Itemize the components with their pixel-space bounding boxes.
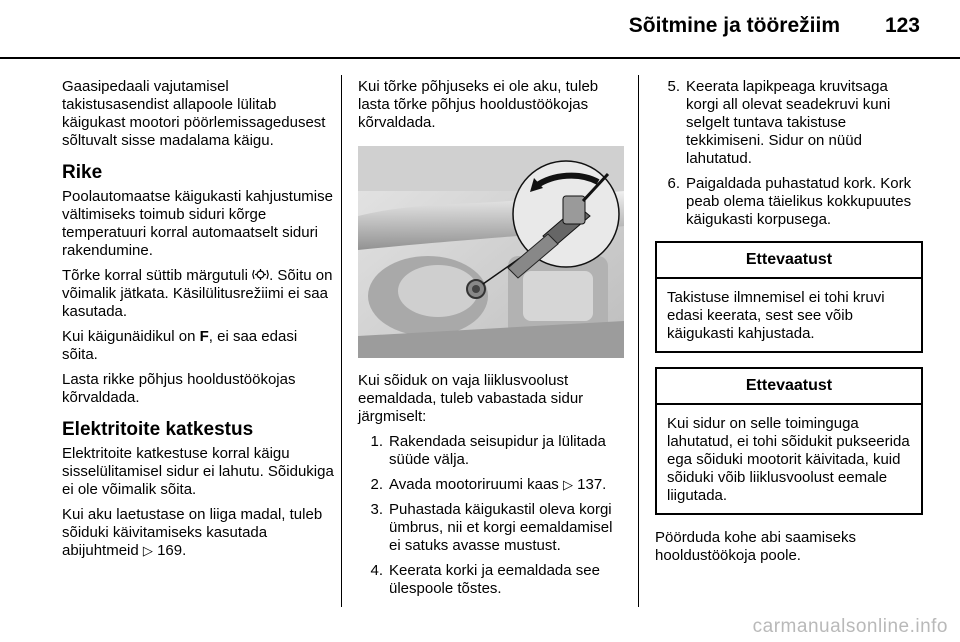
step-text-wrap: [389, 476, 606, 494]
fault-heading: Rike: [62, 162, 103, 183]
page-ref-link[interactable]: 169.: [157, 542, 187, 559]
page-ref-link[interactable]: 137.: [577, 476, 607, 493]
fault-paragraph-3: [62, 328, 337, 364]
list-item: [358, 562, 626, 598]
column2-intro: Kui tõrke põhjuseks ei ole aku, tuleb lasta tõrke põhjus hooldustöökojas kõrvaldada.: [358, 78, 599, 131]
power-paragraph-1: Elektritoite katkestuse korral käigu sisselülitamisel sidur ei lahutu. Sõidukiga ei ole võimalik sõita.: [62, 445, 334, 498]
list-item: [358, 501, 626, 555]
step-number: 1.: [370, 433, 383, 450]
warning-text: Kui sidur on selle toiminguga lahutatud, ei tohi sõidukit pukseerida ega sõiduki mootorit käivitada, kuid sõiduki võib liiklusvoolust eemale liigutada.: [667, 415, 910, 504]
column-1: [62, 78, 337, 567]
step-number: 4.: [370, 562, 383, 579]
intro-paragraph: Gaasipedaali vajutamisel takistusasendist allapoole lülitab käigukast mootori pöörlemissagedusest sõltuvalt sisse madalama käigu.: [62, 78, 326, 149]
column2-after-figure: Kui sõiduk on vaja liiklusvoolust eemaldada, tuleb vabastada sidur järgmiselt:: [358, 372, 584, 425]
fault-paragraph-1: Poolautomaatse käigukasti kahjustumise vältimiseks toimub siduri kõrge temperatuuri korral automaatselt siduri rakendumine.: [62, 188, 333, 259]
list-item: [655, 175, 923, 229]
header-rule: [0, 57, 960, 59]
column-2: [358, 78, 626, 605]
step-number: 2.: [370, 476, 383, 493]
step-text: Puhastada käigukastil oleva korgi ümbrus, nii et korgi eemaldamisel ei satuks avasse mustust.: [389, 501, 613, 554]
steps-list-b: [655, 78, 923, 229]
power-paragraph-2: [62, 506, 337, 560]
fault-text-3b: , ei saa edasi sõita.: [62, 328, 298, 363]
list-item: [358, 476, 626, 494]
engine-bay-illustration: [358, 146, 624, 358]
warning-box: [655, 241, 923, 353]
page-ref-arrow-icon: ▷: [142, 543, 153, 558]
gearbox-warning-icon: [252, 268, 269, 281]
page-ref-arrow-icon: ▷: [562, 477, 573, 492]
step-text: Rakendada seisupidur ja lülitada süüde välja.: [389, 433, 606, 468]
warning-title: Ettevaatust: [657, 243, 921, 279]
power-text: Kui aku laetustase on liiga madal, tuleb sõiduki käivitamiseks kasutada abijuhtmeid: [62, 506, 323, 559]
step-number: 5.: [667, 78, 680, 95]
closing-paragraph: Pöörduda kohe abi saamiseks hooldustöökoja poole.: [655, 529, 856, 564]
page-number: 123: [884, 14, 920, 37]
steps-list-a: [358, 433, 626, 598]
fault-paragraph-2: [62, 267, 337, 321]
page-title: Sõitmine ja töörežiim: [628, 14, 840, 37]
watermark: carmanualsonline.info: [752, 616, 948, 637]
power-heading: Elektritoite katkestus: [62, 419, 254, 440]
step-text: Keerata lapikpeaga kruvitsaga korgi all olevat seadekruvi kuni selgelt tuntava takistuse tekkimiseni. Sidur on nüüd lahutatud.: [686, 78, 891, 167]
step-text: Avada mootoriruumi kaas: [389, 476, 559, 493]
column-divider: [341, 75, 342, 607]
list-item: [358, 433, 626, 469]
warning-title: Ettevaatust: [657, 369, 921, 405]
step-number: 6.: [667, 175, 680, 192]
column-3: [655, 78, 923, 572]
fault-paragraph-4: Lasta rikke põhjus hooldustöökojas kõrvaldada.: [62, 371, 296, 406]
fault-text-after: . Sõitu on võimalik jätkata. Käsilülitusrežiimi ei saa kasutada.: [62, 267, 333, 320]
column-divider: [638, 75, 639, 607]
fault-text-3a: Kui käigunäidikul on: [62, 328, 196, 345]
gear-indicator-f: F: [199, 328, 209, 345]
fault-text-before: Tõrke korral süttib märgutuli: [62, 267, 248, 284]
step-number: 3.: [370, 501, 383, 518]
warning-text: Takistuse ilmnemisel ei tohi kruvi edasi keerata, sest see võib käigukasti kahjustada.: [667, 289, 885, 342]
step-text: Keerata korki ja eemaldada see ülespoole tõstes.: [389, 562, 600, 597]
warning-box: [655, 367, 923, 515]
engine-figure: [358, 146, 624, 358]
list-item: [655, 78, 923, 168]
step-text: Paigaldada puhastatud kork. Kork peab olema täielikus kokkupuutes käigukasti korpusega.: [686, 175, 912, 228]
